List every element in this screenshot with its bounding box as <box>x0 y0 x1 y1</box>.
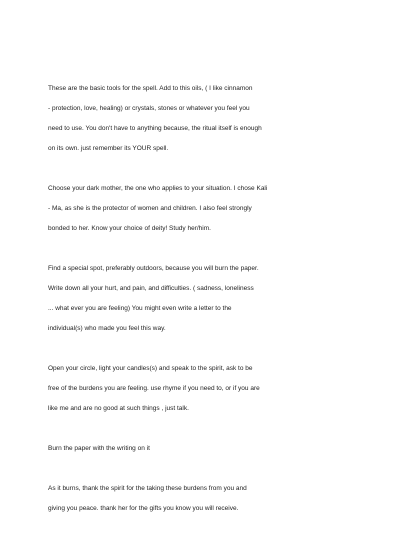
text-line: individual(s) who made you feel this way. <box>48 325 166 332</box>
text-line: As it burns, thank the spirit for the taking these burdens from you and <box>48 485 247 492</box>
paragraph-open-circle <box>48 359 388 419</box>
text-line: - Ma, as she is the protector of women and children. I also feel strongly <box>48 205 252 212</box>
paragraph-dark-mother <box>48 179 388 239</box>
text-line: bonded to her. Know your choice of deity! Study her/him. <box>48 225 211 232</box>
text-line: Burn the paper with the writing on it <box>48 445 150 452</box>
text-line: need to use. You don't have to anything because, the ritual itself is enough <box>48 125 262 132</box>
text-line: like me and are no good at such things , just talk. <box>48 405 189 412</box>
text-line: Find a special spot, preferably outdoors, because you will burn the paper. <box>48 265 259 272</box>
text-line: ... what ever you are feeling) You might even write a letter to the <box>48 305 232 312</box>
paragraph-special-spot <box>48 259 388 339</box>
text-line: Open your circle, light your candles(s) and speak to the spirit, ask to be <box>48 365 253 372</box>
text-line: free of the burdens you are feeling. use rhyme if you need to, or if you are <box>48 385 260 392</box>
text-line: These are the basic tools for the spell. Add to this oils, ( I like cinnamon <box>48 85 253 92</box>
text-line: giving you peace. thank her for the gifts you know you will receive. <box>48 505 239 512</box>
document-body <box>48 79 388 539</box>
text-line: Choose your dark mother, the one who applies to your situation. I chose Kali <box>48 185 268 192</box>
paragraph-burn-paper <box>48 439 388 459</box>
text-line: Write down all your hurt, and pain, and difficulties. ( sadness, loneliness <box>48 285 254 292</box>
text-line: - protection, love, healing) or crystals, stones or whatever you feel you <box>48 105 250 112</box>
paragraph-tools <box>48 79 388 159</box>
paragraph-thank-spirit <box>48 479 388 519</box>
text-line: on its own. just remember its YOUR spell. <box>48 145 169 152</box>
